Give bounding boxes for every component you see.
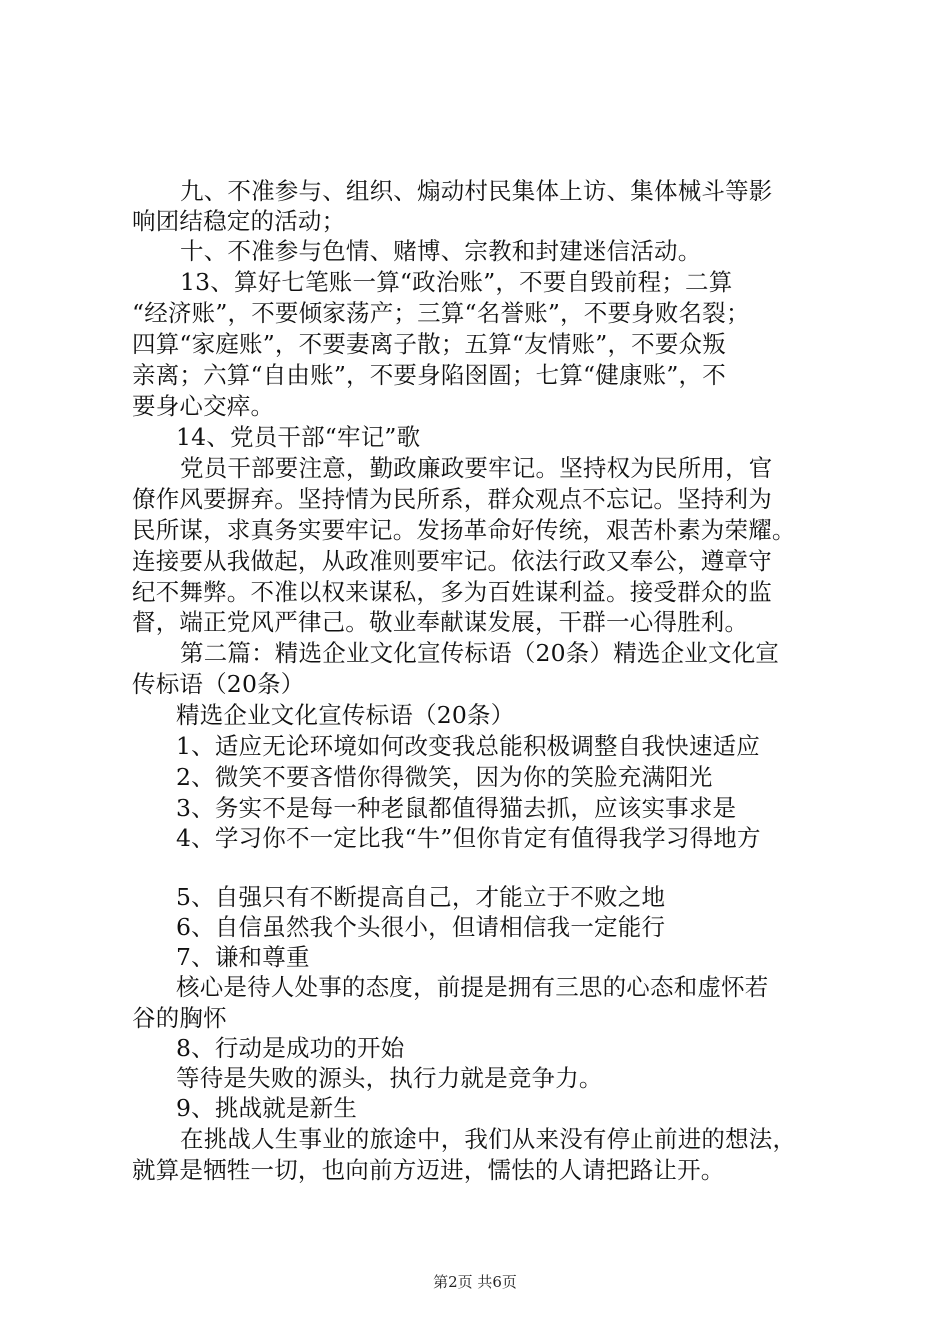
paragraph-line: 连接要从我做起，从政准则要牢记。依法行政又奉公，遵章守: [132, 547, 772, 575]
paragraph-line: 四算“家庭账”，不要妻离子散；五算“友情账”，不要众叛: [132, 330, 726, 358]
paragraph-line: 民所谋，求真务实要牢记。发扬革命好传统，艰苦朴素为荣耀。: [132, 516, 796, 544]
list-item: 5、自强只有不断提高自己，才能立于不败之地: [176, 883, 666, 911]
section-heading: 第二篇：精选企业文化宣传标语（20条）精选企业文化宣: [180, 639, 780, 667]
list-item: 9、挑战就是新生: [176, 1094, 358, 1122]
list-item: 1、适应无论环境如何改变我总能积极调整自我快速适应: [176, 732, 760, 760]
list-title: 精选企业文化宣传标语（20条）: [176, 701, 515, 729]
paragraph-line: 谷的胸怀: [132, 1004, 227, 1032]
paragraph-line: 党员干部要注意，勤政廉政要牢记。坚持权为民所用，官: [180, 454, 773, 482]
list-item: 4、学习你不一定比我“牛”但你肯定有值得我学习得地方: [176, 824, 761, 852]
paragraph-line: 纪不舞弊。不准以权来谋私，多为百姓谋利益。接受群众的监: [132, 578, 772, 606]
list-item: 2、微笑不要吝惜你得微笑，因为你的笑脸充满阳光: [176, 763, 713, 791]
paragraph-line: 核心是待人处事的态度，前提是拥有三思的心态和虚怀若: [176, 973, 769, 1001]
list-item: 8、行动是成功的开始: [176, 1034, 405, 1062]
paragraph-line: 等待是失败的源头，执行力就是竞争力。: [176, 1064, 603, 1092]
list-item: 6、自信虽然我个头很小，但请相信我一定能行: [176, 913, 666, 941]
paragraph-line: 在挑战人生事业的旅途中，我们从来没有停止前进的想法，: [180, 1125, 797, 1153]
paragraph-line: 九、不准参与、组织、煽动村民集体上访、集体械斗等影: [180, 177, 773, 205]
section-heading: 14、党员干部“牢记”歌: [176, 423, 421, 451]
paragraph-line: 13、算好七笔账一算“政治账”，不要自毁前程；二算: [180, 268, 733, 296]
paragraph-line: 督，端正党风严律己。敬业奉献谋发展，干群一心得胜利。: [132, 608, 749, 636]
paragraph-line: 十、不准参与色情、赌博、宗教和封建迷信活动。: [180, 237, 702, 265]
paragraph-line: “经济账”，不要倾家荡产；三算“名誉账”，不要身败名裂；: [132, 299, 750, 327]
paragraph-line: 要身心交瘁。: [132, 392, 275, 420]
list-item: 7、谦和尊重: [176, 943, 310, 971]
section-heading: 传标语（20条）: [132, 670, 305, 698]
page-number-footer: 第2页 共6页: [433, 1273, 517, 1291]
paragraph-line: 僚作风要摒弃。坚持情为民所系，群众观点不忘记。坚持利为: [132, 485, 772, 513]
paragraph-line: 响团结稳定的活动；: [132, 207, 346, 235]
paragraph-line: 就算是牺牲一切，也向前方迈进，懦怯的人请把路让开。: [132, 1156, 725, 1184]
list-item: 3、务实不是每一种老鼠都值得猫去抓，应该实事求是: [176, 794, 737, 822]
paragraph-line: 亲离；六算“自由账”，不要身陷囹圄；七算“健康账”，不: [132, 361, 726, 389]
